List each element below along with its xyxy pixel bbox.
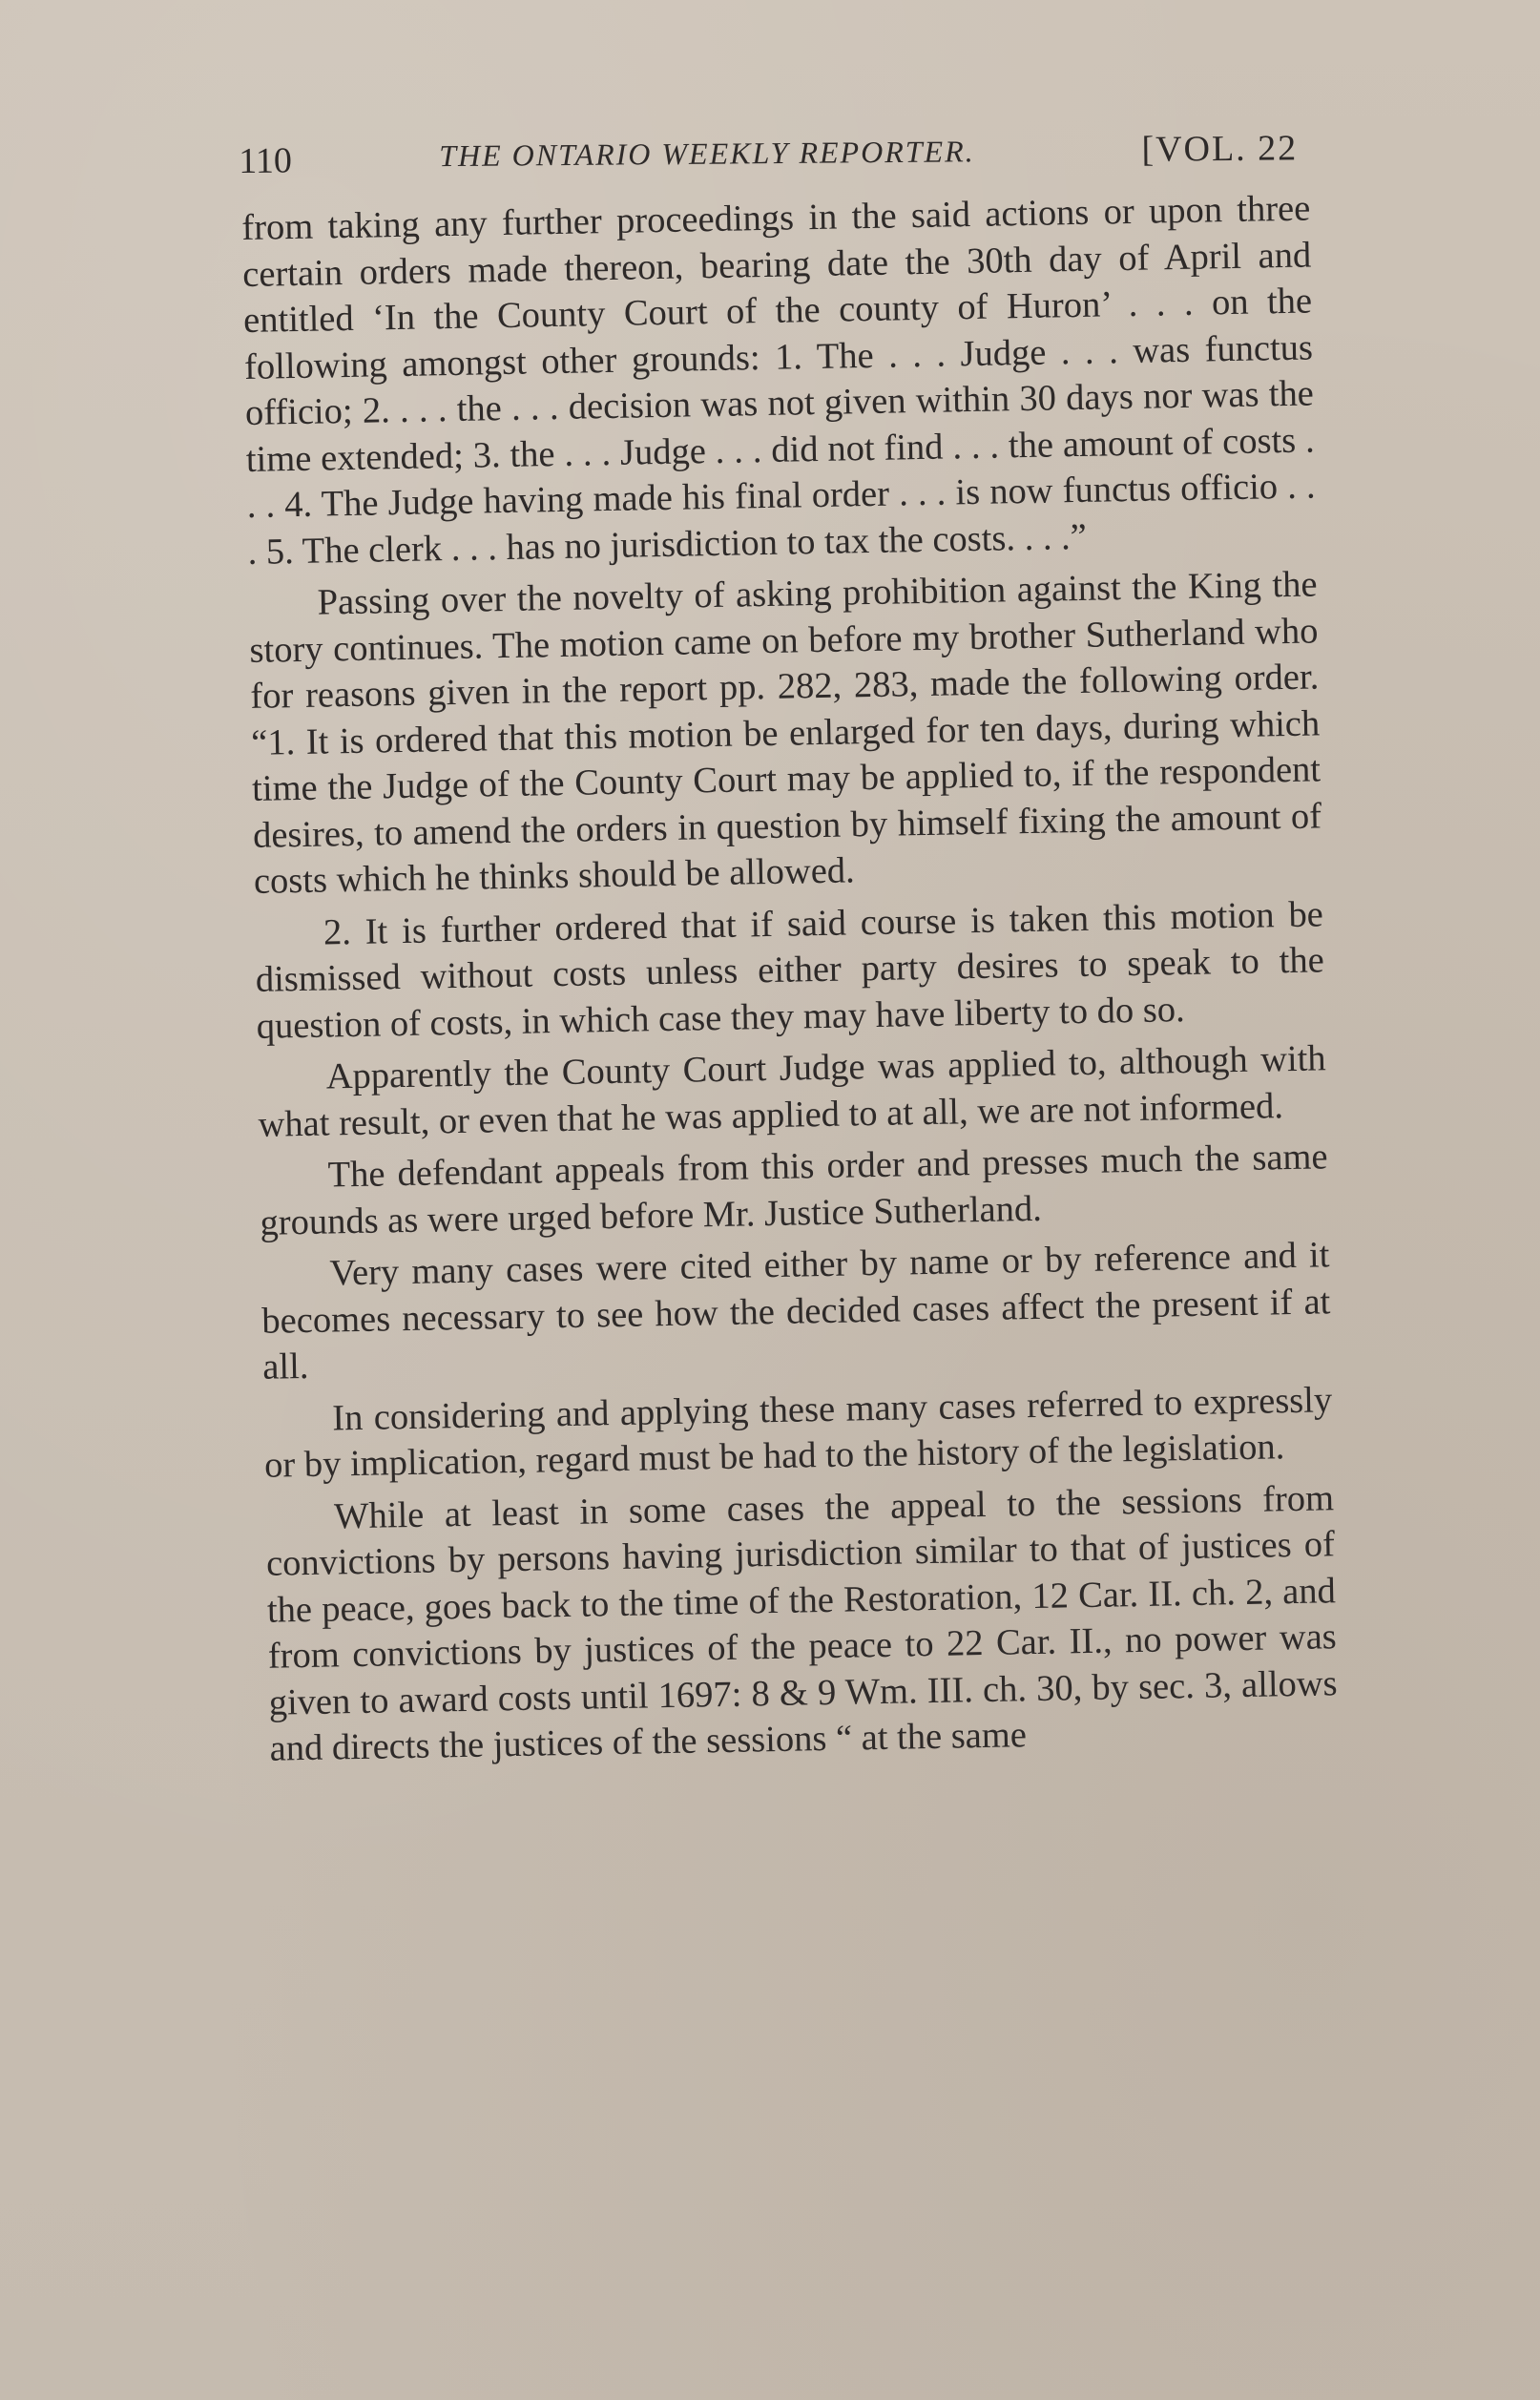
paragraph: Very many cases were cited either by name or by reference and it becomes necessary to see how the decided cases affect the present if at all.: [261, 1235, 1331, 1388]
paragraph: The defendant appeals from this order and presses much the same grounds as were urged before Mr. Justice Sutherland.: [260, 1137, 1328, 1243]
paragraph: In considering and applying these many cases referred to expressly or by implication, regard must be had to the history of the legislation.: [263, 1379, 1333, 1486]
running-title: THE ONTARIO WEEKLY REPORTER.: [439, 134, 975, 174]
paragraph: 2. It is further ordered that if said course is taken this motion be dismissed without costs unless either party desires to speak to the question of costs, in which case they may have liberty to do so.: [255, 893, 1325, 1047]
paragraph: Passing over the novelty of asking prohibition against the King the story continues. The motion came on before my brother Sutherland who for reasons given in the report pp. 282, 283, made the following order. “1. It is ordered that this motion be enlarged for ten days, during which time the Judge of the County Court may be applied to, if the respondent desires, to amend the orders in question by himself fixing the amount of costs which he thinks should be allowed.: [249, 564, 1322, 902]
page-header: [239, 119, 1298, 186]
paragraph-continuation: from taking any further proceedings in the said actions or upon three certain orders made thereon, bearing date the 30th day of April and entitled ‘In the County Court of the county of Huron’ . . . on the following amongst other grounds: 1. The . . . Judge . . . was functus officio; 2. . . . the . . . decision was not given within 30 days nor was the time extended; 3. the . . . Judge . . . did not find . . . the amount of costs . . . 4. The Judge having made his final order . . . is now functus officio . . . 5. The clerk . . . has no jurisdiction to tax the costs. . . .”: [241, 188, 1316, 573]
paragraph: While at least in some cases the appeal to the sessions from convictions by persons having jurisdiction similar to that of justices of the peace, goes back to the time of the Restoration, 12 Car. II. ch. 2, and from convictions by justices of the peace to 22 Car. II., no power was given to award costs until 1697: 8 & 9 Wm. III. ch. 30, by sec. 3, allows and directs the justices of the sessions “ at the same: [265, 1477, 1338, 1769]
body-text: [241, 185, 1339, 1778]
volume-label: [VOL. 22: [1141, 128, 1299, 170]
page-number: 110: [239, 140, 293, 181]
paragraph: Apparently the County Court Judge was applied to, although with what result, or even that he was applied to at all, we are not informed.: [258, 1038, 1326, 1145]
